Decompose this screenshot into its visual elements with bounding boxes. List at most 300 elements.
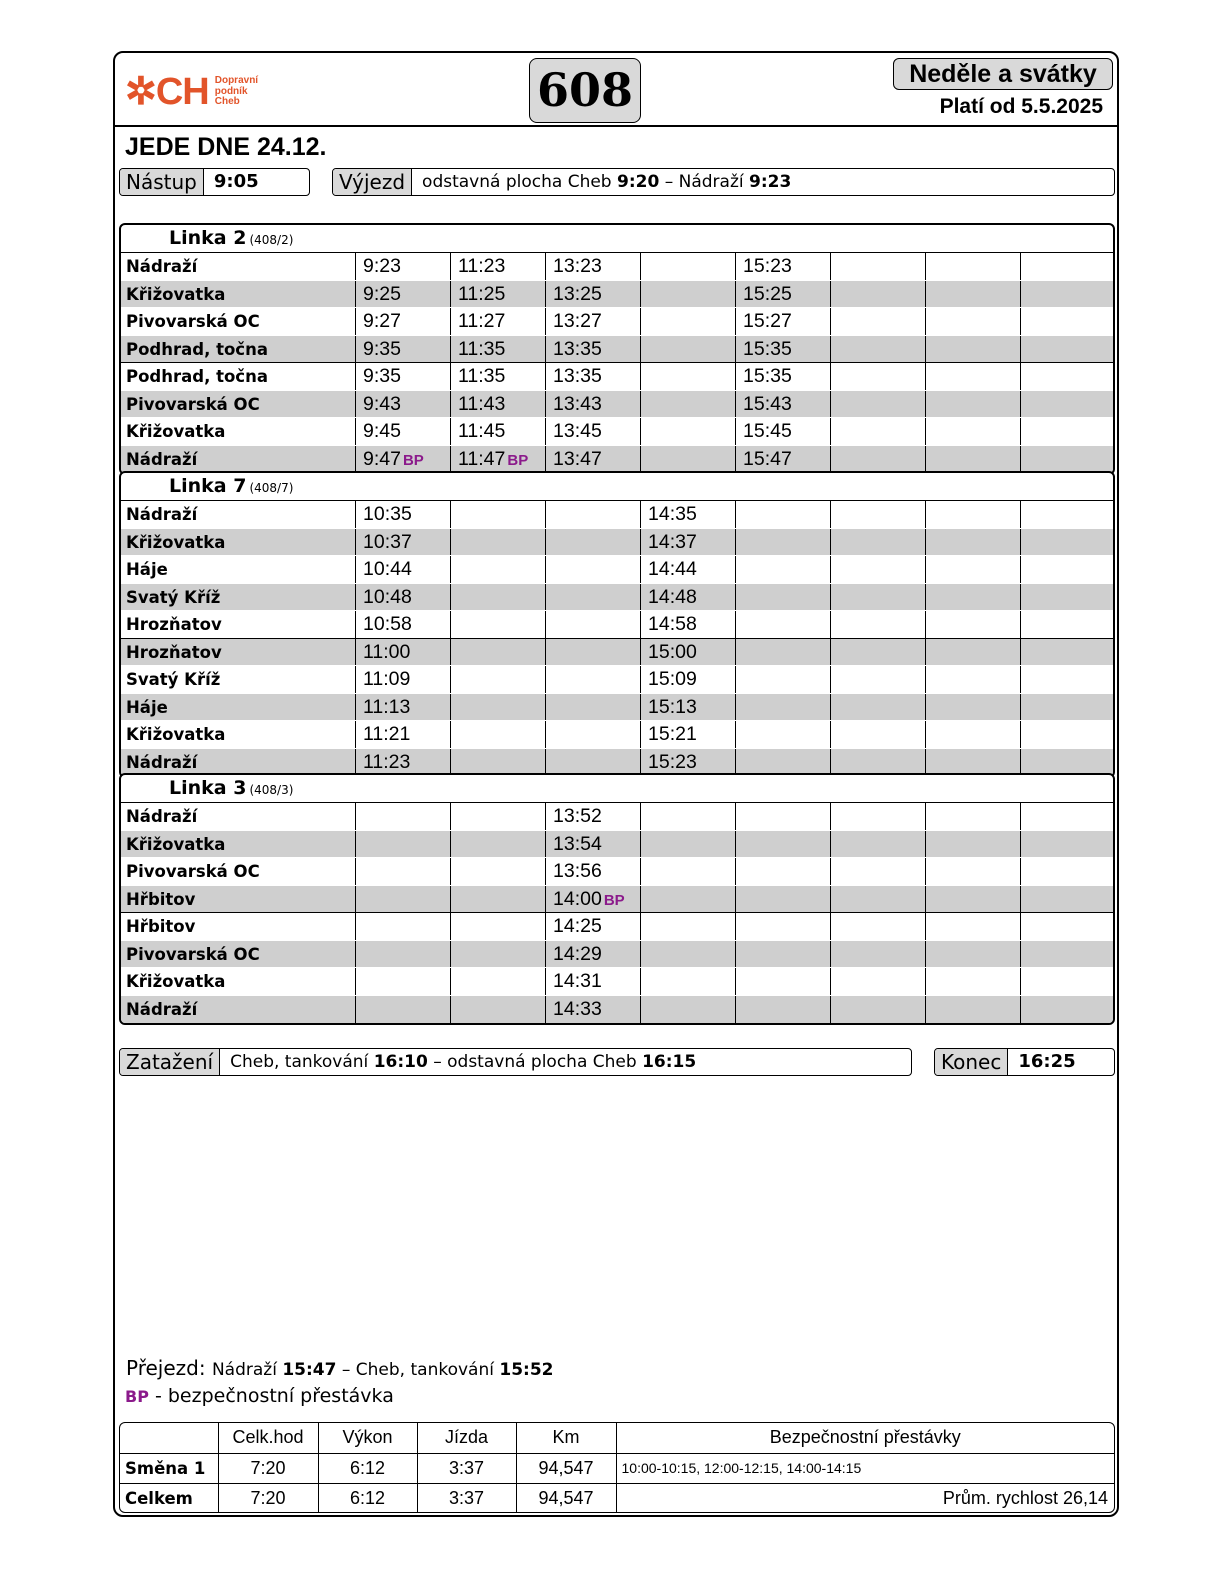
time-cell — [831, 281, 926, 308]
time-cell — [356, 886, 451, 913]
stop-name: Křižovatka — [121, 721, 356, 748]
stop-name: Křižovatka — [121, 831, 356, 858]
transfer-from-time: 15:47 — [282, 1360, 337, 1380]
departure-time: 11:23 — [363, 750, 411, 773]
line-code: (408/7) — [249, 481, 294, 495]
departure-time: 10:58 — [363, 613, 412, 635]
time-cell — [356, 363, 451, 390]
summary-cell: 10:00-10:15, 12:00-12:15, 14:00-14:15 — [616, 1453, 1114, 1483]
departure-time: 14:33 — [553, 997, 602, 1020]
time-cell — [926, 803, 1021, 830]
time-cell — [926, 501, 1021, 528]
summary-cell: 94,547 — [516, 1453, 616, 1483]
time-cell — [451, 886, 546, 913]
time-cell — [926, 308, 1021, 335]
time-cell — [926, 831, 1021, 858]
time-cell — [641, 858, 736, 885]
time-cell — [736, 666, 831, 693]
summary-header: Jízda — [417, 1423, 516, 1453]
departure-to: Nádraží — [678, 172, 744, 192]
time-cell — [1021, 968, 1112, 995]
line-code: (408/3) — [249, 783, 294, 797]
departure-time: 11:09 — [363, 668, 411, 690]
time-cell — [926, 391, 1021, 418]
time-cell — [356, 803, 451, 830]
departure-time: 11:47 — [458, 447, 506, 470]
summary-cell: 6:12 — [318, 1453, 417, 1483]
time-cell — [831, 831, 926, 858]
time-cell — [926, 446, 1021, 474]
stop-row — [121, 501, 1113, 529]
time-cell — [831, 501, 926, 528]
time-cell — [451, 611, 546, 638]
line-title: Linka 2 — [169, 227, 247, 249]
line-title: Linka 3 — [169, 777, 247, 799]
stop-name: Svatý Kříž — [121, 584, 356, 611]
time-cell — [1021, 694, 1112, 721]
time-cell — [356, 666, 451, 693]
summary-cell: 7:20 — [218, 1483, 318, 1513]
summary-cell: 3:37 — [417, 1453, 516, 1483]
time-cell — [1021, 556, 1112, 583]
departure-time: 9:25 — [363, 282, 401, 305]
time-cell — [451, 639, 546, 666]
summary-cell: 3:37 — [417, 1483, 516, 1513]
end-box — [934, 1048, 1115, 1076]
time-cell — [546, 639, 641, 666]
time-cell — [451, 694, 546, 721]
time-cell — [451, 749, 546, 777]
summary-header-row — [120, 1423, 1114, 1453]
departure-time: 15:35 — [743, 337, 792, 360]
time-cell — [1021, 529, 1112, 556]
departure-time: 14:29 — [553, 942, 602, 965]
departure-time: 11:27 — [458, 310, 506, 332]
time-cell — [641, 418, 736, 445]
time-cell — [1021, 446, 1112, 474]
stop-row — [121, 281, 1113, 309]
line-table — [119, 223, 1115, 475]
time-cell — [831, 363, 926, 390]
pull-in-to: odstavná plocha Cheb — [447, 1052, 637, 1072]
stop-row — [121, 803, 1113, 831]
time-cell — [831, 556, 926, 583]
time-cell — [736, 886, 831, 913]
time-cell — [641, 363, 736, 390]
time-cell — [1021, 749, 1112, 777]
time-cell — [641, 666, 736, 693]
stop-name: Háje — [121, 556, 356, 583]
summary-table — [119, 1422, 1115, 1513]
stop-row — [121, 556, 1113, 584]
time-cell — [451, 336, 546, 363]
time-cell — [831, 721, 926, 748]
time-cell — [1021, 886, 1112, 913]
departure-time: 14:25 — [553, 915, 602, 937]
stop-name: Hrozňatov — [121, 639, 356, 666]
time-cell — [831, 418, 926, 445]
departure-time: 11:35 — [458, 337, 506, 360]
time-cell — [926, 529, 1021, 556]
stop-name: Nádraží — [121, 253, 356, 280]
time-cell — [736, 968, 831, 995]
time-cell — [641, 611, 736, 638]
line-header — [121, 775, 1113, 803]
time-cell — [926, 694, 1021, 721]
logo-mark: ✲CH — [125, 71, 209, 113]
time-cell — [736, 363, 831, 390]
time-cell — [831, 639, 926, 666]
time-cell — [546, 529, 641, 556]
departure-time: 9:23 — [363, 255, 401, 277]
transfer-to-time: 15:52 — [499, 1360, 554, 1380]
line-table — [119, 471, 1115, 778]
line-header — [121, 473, 1113, 501]
logo-text-line: Cheb — [214, 96, 240, 108]
departure-time: 9:27 — [363, 310, 401, 332]
stop-name: Pivovarská OC — [121, 941, 356, 968]
time-cell — [641, 996, 736, 1024]
departure-time: 11:00 — [363, 640, 411, 663]
pull-in-to-time: 16:15 — [642, 1052, 697, 1072]
time-cell — [356, 281, 451, 308]
time-cell — [356, 721, 451, 748]
time-cell — [641, 694, 736, 721]
time-cell — [831, 611, 926, 638]
stop-name: Nádraží — [121, 996, 356, 1024]
time-cell — [356, 556, 451, 583]
departure-time: 14:44 — [648, 558, 697, 580]
stop-row — [121, 886, 1113, 914]
time-cell — [451, 858, 546, 885]
departure-time: 9:45 — [363, 420, 401, 442]
time-cell — [546, 556, 641, 583]
departure-from-time: 9:20 — [617, 172, 660, 192]
stop-row — [121, 694, 1113, 722]
route-number: 608 — [529, 58, 641, 123]
stop-name: Hrozňatov — [121, 611, 356, 638]
time-cell — [831, 336, 926, 363]
departure-label: Výjezd — [333, 169, 412, 195]
time-cell — [736, 803, 831, 830]
time-cell — [736, 913, 831, 940]
stop-row — [121, 418, 1113, 446]
time-cell — [736, 446, 831, 474]
time-cell — [736, 639, 831, 666]
time-cell — [451, 418, 546, 445]
stop-name: Pivovarská OC — [121, 391, 356, 418]
time-cell — [1021, 336, 1112, 363]
time-cell — [736, 308, 831, 335]
time-cell — [356, 501, 451, 528]
line-title: Linka 7 — [169, 475, 247, 497]
time-cell — [546, 996, 641, 1024]
departure-time: 11:45 — [458, 420, 506, 442]
summary-row — [120, 1453, 1114, 1483]
stop-row — [121, 529, 1113, 557]
time-cell — [641, 281, 736, 308]
summary-cell: Celkem — [120, 1483, 218, 1513]
time-cell — [1021, 721, 1112, 748]
time-cell — [451, 803, 546, 830]
time-cell — [356, 529, 451, 556]
time-cell — [1021, 308, 1112, 335]
time-cell — [546, 941, 641, 968]
time-cell — [451, 913, 546, 940]
time-cell — [451, 501, 546, 528]
stop-row — [121, 584, 1113, 612]
stop-row — [121, 308, 1113, 336]
time-cell — [641, 556, 736, 583]
time-cell — [926, 556, 1021, 583]
departure-time: 13:35 — [553, 365, 602, 387]
departure-time: 9:35 — [363, 365, 401, 387]
pull-in-from: Cheb, tankování — [230, 1052, 369, 1072]
summary-cell: 6:12 — [318, 1483, 417, 1513]
time-cell — [641, 253, 736, 280]
time-cell — [356, 611, 451, 638]
departure-time: 11:23 — [458, 255, 506, 277]
start-box — [119, 168, 310, 196]
departure-time: 13:23 — [553, 255, 602, 277]
runs-on-date: JEDE DNE 24.12. — [125, 133, 327, 161]
time-cell — [736, 996, 831, 1024]
departure-time: 13:43 — [553, 392, 602, 415]
departure-time: 14:35 — [648, 503, 697, 525]
time-cell — [926, 666, 1021, 693]
time-cell — [926, 336, 1021, 363]
time-cell — [451, 941, 546, 968]
departure-time: 10:35 — [363, 503, 412, 525]
pull-in-label: Zatažení — [120, 1049, 220, 1075]
departure-time: 13:27 — [553, 310, 602, 332]
stop-row — [121, 391, 1113, 419]
end-label: Konec — [935, 1049, 1008, 1075]
departure-time: 15:13 — [648, 695, 697, 718]
stop-row — [121, 831, 1113, 859]
time-cell — [546, 336, 641, 363]
departure-time: 10:37 — [363, 530, 412, 553]
stop-row — [121, 611, 1113, 639]
departure-route — [412, 169, 801, 195]
end-time: 16:25 — [1018, 1051, 1076, 1072]
legend-code: BP — [125, 1387, 149, 1406]
dash: – — [341, 1360, 351, 1380]
time-cell — [546, 803, 641, 830]
departure-time: 14:31 — [553, 970, 602, 992]
stop-name: Háje — [121, 694, 356, 721]
summary-cell: 7:20 — [218, 1453, 318, 1483]
departure-time: 11:21 — [363, 723, 411, 745]
line-name — [169, 777, 293, 799]
time-cell — [356, 831, 451, 858]
time-cell — [926, 281, 1021, 308]
departure-to-time: 9:23 — [749, 172, 792, 192]
transfer-from: Nádraží — [211, 1360, 277, 1380]
time-cell — [546, 611, 641, 638]
safety-break-mark: BP — [603, 891, 625, 909]
day-type-badge: Neděle a svátky — [893, 58, 1113, 90]
time-cell — [546, 694, 641, 721]
time-cell — [736, 281, 831, 308]
time-cell — [641, 886, 736, 913]
safety-break-mark: BP — [507, 451, 529, 469]
time-cell — [641, 803, 736, 830]
time-cell — [546, 446, 641, 474]
time-cell — [641, 529, 736, 556]
time-cell — [1021, 941, 1112, 968]
time-cell — [736, 253, 831, 280]
time-cell — [831, 308, 926, 335]
departure-time: 14:58 — [648, 613, 697, 635]
departure-time: 14:48 — [648, 585, 697, 608]
line-code: (408/2) — [249, 233, 294, 247]
time-cell — [926, 886, 1021, 913]
time-cell — [641, 968, 736, 995]
stop-row — [121, 913, 1113, 941]
departure-time: 9:35 — [363, 337, 401, 360]
stop-name: Křižovatka — [121, 418, 356, 445]
stop-name: Hřbitov — [121, 886, 356, 913]
start-time: 9:05 — [213, 171, 259, 192]
time-cell — [641, 501, 736, 528]
time-cell — [736, 529, 831, 556]
time-cell — [831, 858, 926, 885]
time-cell — [1021, 996, 1112, 1024]
time-cell — [1021, 281, 1112, 308]
time-cell — [1021, 253, 1112, 280]
time-cell — [546, 886, 641, 913]
time-cell — [1021, 611, 1112, 638]
departure-time: 9:47 — [363, 447, 401, 470]
departure-time: 15:45 — [743, 420, 792, 442]
time-cell — [641, 749, 736, 777]
departure-time: 10:44 — [363, 558, 412, 580]
time-cell — [926, 611, 1021, 638]
departure-time: 15:27 — [743, 310, 792, 332]
time-cell — [926, 639, 1021, 666]
time-cell — [736, 831, 831, 858]
time-cell — [356, 584, 451, 611]
time-cell — [641, 721, 736, 748]
stop-row — [121, 336, 1113, 364]
time-cell — [926, 968, 1021, 995]
departure-time: 15:00 — [648, 640, 697, 663]
stop-name: Nádraží — [121, 803, 356, 830]
line-name — [169, 227, 293, 249]
time-cell — [356, 941, 451, 968]
time-cell — [736, 391, 831, 418]
summary-cell: Prům. rychlost 26,14 — [616, 1483, 1114, 1513]
time-cell — [546, 253, 641, 280]
time-cell — [1021, 363, 1112, 390]
stop-name: Pivovarská OC — [121, 858, 356, 885]
stop-name: Nádraží — [121, 446, 356, 474]
pull-in-box — [119, 1048, 912, 1076]
stop-row — [121, 666, 1113, 694]
departure-time: 15:47 — [743, 447, 792, 470]
time-cell — [641, 913, 736, 940]
logo-text-line: Dopravní — [214, 75, 259, 87]
time-cell — [451, 556, 546, 583]
time-cell — [356, 391, 451, 418]
time-cell — [546, 418, 641, 445]
time-cell — [641, 391, 736, 418]
time-cell — [831, 886, 926, 913]
time-cell — [926, 363, 1021, 390]
safety-break-mark: BP — [402, 451, 424, 469]
departure-time: 11:43 — [458, 392, 506, 415]
stop-row — [121, 253, 1113, 281]
time-cell — [546, 831, 641, 858]
departure-time: 15:35 — [743, 365, 792, 387]
pull-in-from-time: 16:10 — [373, 1052, 428, 1072]
time-cell — [641, 941, 736, 968]
time-cell — [831, 694, 926, 721]
summary-header: Km — [516, 1423, 616, 1453]
time-cell — [451, 721, 546, 748]
time-cell — [926, 996, 1021, 1024]
line-header — [121, 225, 1113, 253]
dash: – — [664, 172, 674, 192]
stop-row — [121, 721, 1113, 749]
time-cell — [831, 803, 926, 830]
time-cell — [926, 941, 1021, 968]
legend-text: - bezpečnostní přestávka — [154, 1385, 394, 1407]
time-cell — [736, 336, 831, 363]
time-cell — [356, 694, 451, 721]
departure-time: 10:48 — [363, 585, 412, 608]
sheet-header — [115, 53, 1117, 127]
time-cell — [1021, 858, 1112, 885]
time-cell — [356, 446, 451, 474]
departure-time: 15:25 — [743, 282, 792, 305]
time-cell — [1021, 391, 1112, 418]
transfer-to: Cheb, tankování — [355, 1360, 494, 1380]
departure-time: 13:45 — [553, 420, 602, 442]
departure-time: 13:25 — [553, 282, 602, 305]
transfer-route — [212, 1360, 554, 1380]
time-cell — [451, 666, 546, 693]
departure-time: 15:23 — [648, 750, 697, 773]
stop-name: Podhrad, točna — [121, 336, 356, 363]
transfer-note — [126, 1356, 554, 1380]
departure-box — [332, 168, 1115, 196]
time-cell — [736, 749, 831, 777]
departure-time: 15:43 — [743, 392, 792, 415]
time-cell — [1021, 639, 1112, 666]
time-cell — [1021, 666, 1112, 693]
time-cell — [546, 308, 641, 335]
time-cell — [831, 529, 926, 556]
time-cell — [546, 749, 641, 777]
time-cell — [356, 749, 451, 777]
time-cell — [356, 996, 451, 1024]
time-cell — [1021, 831, 1112, 858]
time-cell — [356, 968, 451, 995]
time-cell — [736, 584, 831, 611]
summary-header: Bezpečnostní přestávky — [616, 1423, 1114, 1453]
time-cell — [926, 858, 1021, 885]
summary-header: Celk.hod — [218, 1423, 318, 1453]
time-cell — [736, 858, 831, 885]
stop-name: Nádraží — [121, 749, 356, 777]
stop-row — [121, 749, 1113, 777]
line-table — [119, 773, 1115, 1025]
time-cell — [356, 253, 451, 280]
summary-row — [120, 1483, 1114, 1513]
time-cell — [546, 363, 641, 390]
